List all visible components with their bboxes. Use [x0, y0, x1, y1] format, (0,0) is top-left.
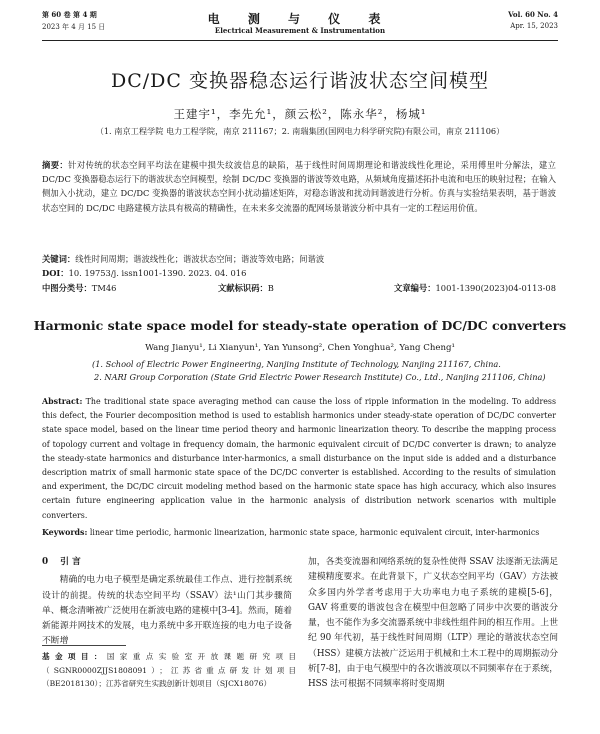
journal-title-cn: 电 测 与 仪 表 — [207, 12, 393, 26]
date-en: Apr. 15, 2023 — [510, 22, 558, 30]
keywords-cn — [42, 252, 556, 266]
section-number: 0 — [42, 557, 49, 567]
keywords-en-label: Keywords: — [42, 528, 88, 537]
keywords-cn-label: 关键词： — [42, 254, 76, 264]
authors-cn: 王建宇¹，李先允¹，颜云松²，陈永华²，杨城¹ — [173, 107, 427, 121]
volume-en: Vol. 60 No. 4 — [508, 10, 558, 19]
affiliation-cn: （1. 南京工程学院 电力工程学院，南京 211167；2. 南瑞集团(国网电力科学研究院)有限公司，南京 211106） — [95, 126, 505, 136]
paper-title-cn: DC/DC 变换器稳态运行谐波状态空间模型 — [111, 70, 489, 92]
keywords-en — [42, 526, 556, 540]
section-title: 引 言 — [60, 557, 81, 567]
abstract-cn-text: 针对传统的状态空间平均法在建模中损失纹波信息的缺陷，基于线性时间周期理论和谐波线性化理论，采用傅里叶分解法，建立 DC/DC 变换器稳态运行下的谐波状态空间模型，绘制 DC/DC 变换器的谐波等效电路，从频域角度描述拓扑电流和电压的映射过程；在输入侧加入小扰动，建立 DC/DC 变换器的谐波状态空间小扰动描述矩阵，对稳态谐波和扰动间谐波进行分析。仿真与实验结果表明，基于谐波状态空间的 DC/DC 电路建模方法具有极高的精确性，在未来多交流器的配网场景谐波分析中具有一定的工程运用价值。 — [42, 160, 556, 213]
intro-paragraph-right: 加，各类变流器和网络系统的复杂性使得 SSAV 法逐渐无法满足建模精度要求。在此背景下，广义状态空间平均（GAV）方法被众多国内外学者考虑用于大功率电力电子系统的建模[5-6]，GAV 将重要的谐波包含在模型中但忽略了同步中次要的谐波分量，也不能作为多交流器系统中非线性组件间的相互作用。上世纪 90 年代初，基于线性时间周期（LTP）理论的谐波状态空间（HSS）建模方法被广泛运用于机械和土木工程中的周期振动分析[7-8]，由于电气模型中的各次谐波项以不同频率存在于系统，HSS 法可根据不同频率将时变周期 — [308, 557, 558, 690]
abstract-en — [42, 395, 556, 523]
doi-text: 10. 19753/j. issn1001-1390. 2023. 04. 016 — [68, 268, 247, 278]
doi — [42, 267, 556, 279]
abstract-en-label: Abstract: — [42, 397, 83, 406]
doi-label: DOI： — [42, 268, 69, 278]
header-divider — [42, 40, 558, 41]
affiliation-en — [92, 358, 556, 384]
date-cn: 2023 年 4 月 15 日 — [42, 23, 106, 31]
paper-title-en: Harmonic state space model for steady-state operation of DC/DC converters — [33, 318, 567, 333]
funding-footnote — [42, 650, 296, 691]
body-column-right — [308, 555, 558, 693]
abstract-cn-label: 摘要： — [42, 160, 69, 170]
clc-number: 中图分类号：TM46 — [42, 283, 117, 293]
body-column-left — [42, 555, 292, 650]
authors-en: Wang Jianyu¹, Li Xianyun¹, Yan Yunsong², Chen Yonghua², Yang Cheng¹ — [145, 343, 455, 353]
funding-text: 国家重点实验室开放课题研究项目（SGNR0000ZJJS1808091）；江苏省重点研发计划项目（BE2018130）；江苏省研究生实践创新计划项目（SJCX18076） — [42, 652, 296, 689]
affiliation-en-line-2: 2. NARI Group Corporation (State Grid Electric Power Research Institute) Co., Ltd., Nanjing 211106, China) — [94, 372, 546, 382]
volume-cn: 第 60 卷 第 4 期 — [42, 10, 97, 19]
journal-title-en: Electrical Measurement & Instrumentation — [214, 26, 386, 35]
section-heading-intro — [42, 555, 292, 570]
keywords-cn-text: 线性时间周期；谐波线性化；谐波状态空间；谐波等效电路；间谐波 — [75, 254, 325, 264]
keywords-en-text: linear time periodic, harmonic linearization, harmonic state space, harmonic equivalent circuit, inter-harmonics — [89, 528, 540, 537]
classification-line — [42, 282, 556, 294]
journal-header — [42, 10, 558, 38]
abstract-en-text: The traditional state space averaging method can cause the loss of ripple information in the modeling. To address this defect, the Fourier decomposition method is used to establish harmonics under steady-state operation of DC/DC converter state space model, based on the linear time period theory and harmonic linearization theory. To describe the mapping process of topology current and voltage in frequency domain, the harmonic equivalent circuit of DC/DC converter is drawn; to analyze the steady-state harmonics and disturbance inter-harmonics, a small disturbance on the input side is added and a disturbance description matrix of small harmonic state space of the DC/DC converter is established. According to the results of simulation and experiment, the DC/DC circuit modeling method based on the harmonic state space has high accuracy, which also insures certain future engineering application value in the harmonic analysis of distribution network scenarios with multiple converters. — [42, 397, 556, 520]
abstract-cn — [42, 158, 556, 215]
footnote-divider — [42, 645, 126, 646]
document-code: 文献标识码：B — [218, 283, 274, 293]
affiliation-en-line-1: (1. School of Electric Power Engineering, Nanjing Institute of Technology, Nanjing 211167, China. — [92, 359, 501, 369]
article-number: 文章编号：1001-1390(2023)04-0113-08 — [394, 283, 556, 293]
funding-label: 基金项目： — [42, 652, 107, 661]
intro-paragraph-left: 精确的电力电子模型是确定系统最佳工作点、进行控制系统设计的前提。传统的状态空间平均（SSAV）法¹山门其步骤简单、概念清晰被广泛使用在新波电路的建模中[3-4]。然而，随着新能源并网技术的发展，电力系统中多开联连接的电力电子设备不断增 — [42, 575, 292, 647]
